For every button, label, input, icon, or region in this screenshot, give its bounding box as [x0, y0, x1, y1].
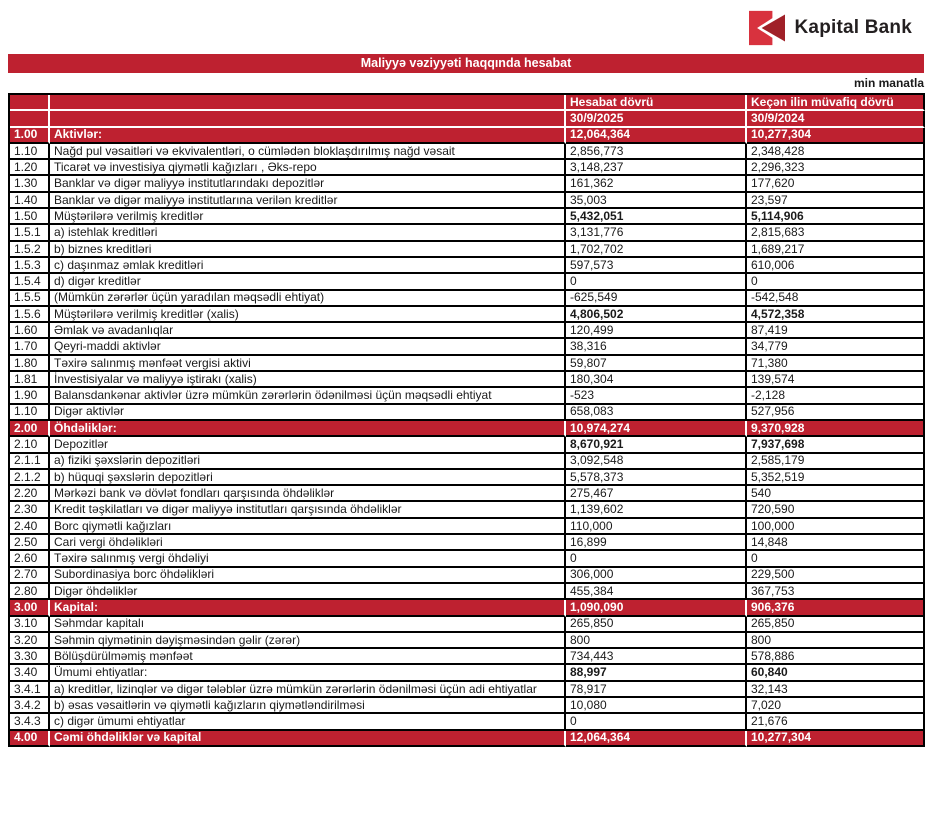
row-label: Digər aktivlər	[50, 405, 566, 421]
value-current: 5,432,051	[566, 209, 747, 225]
row-label: (Mümkün zərərlər üçün yaradılan məqsədli ehtiyat)	[50, 291, 566, 307]
row-code: 1.5.5	[10, 291, 50, 307]
table-row	[10, 291, 925, 307]
table-row	[10, 128, 925, 144]
table-row	[10, 225, 925, 241]
row-code: 1.5.2	[10, 242, 50, 258]
row-label: Aktivlər:	[50, 128, 566, 144]
value-previous: 0	[747, 551, 925, 567]
value-previous: 21,676	[747, 714, 925, 730]
table-row	[10, 502, 925, 518]
value-previous: 100,000	[747, 519, 925, 535]
value-current: 0	[566, 714, 747, 730]
value-previous: -542,548	[747, 291, 925, 307]
value-current: 59,807	[566, 356, 747, 372]
value-current: 4,806,502	[566, 307, 747, 323]
row-label: Kapital:	[50, 600, 566, 616]
value-previous: 2,348,428	[747, 144, 925, 160]
header-label-cell	[50, 95, 566, 111]
value-previous: 4,572,358	[747, 307, 925, 323]
table-row	[10, 193, 925, 209]
row-code: 3.40	[10, 665, 50, 681]
row-code: 2.1.2	[10, 470, 50, 486]
row-code: 4.00	[10, 731, 50, 747]
value-previous: 10,277,304	[747, 731, 925, 747]
header-current-date: 30/9/2025	[566, 111, 747, 127]
value-current: 12,064,364	[566, 128, 747, 144]
row-label: b) əsas vəsaitlərin və qiymətli kağızların qiymətləndirilməsi	[50, 698, 566, 714]
value-previous: 14,848	[747, 535, 925, 551]
table-row	[10, 405, 925, 421]
table-row	[10, 372, 925, 388]
table-row	[10, 714, 925, 730]
row-label: Digər öhdəliklər	[50, 584, 566, 600]
table-row	[10, 209, 925, 225]
value-current: 16,899	[566, 535, 747, 551]
value-current: 3,131,776	[566, 225, 747, 241]
row-code: 3.10	[10, 617, 50, 633]
value-previous: 0	[747, 274, 925, 290]
table-row	[10, 242, 925, 258]
row-label: Cari vergi öhdəlikləri	[50, 535, 566, 551]
row-label: Müştərilərə verilmiş kreditlər	[50, 209, 566, 225]
report-title: Maliyyə vəziyyəti haqqında hesabat	[360, 56, 572, 70]
value-current: 3,148,237	[566, 160, 747, 176]
row-code: 2.50	[10, 535, 50, 551]
value-current: 161,362	[566, 176, 747, 192]
table-row	[10, 339, 925, 355]
row-code: 3.4.3	[10, 714, 50, 730]
value-current: 3,092,548	[566, 454, 747, 470]
value-current: 1,090,090	[566, 600, 747, 616]
value-current: 78,917	[566, 682, 747, 698]
page-header	[0, 0, 932, 50]
row-label: b) hüquqi şəxslərin depozitləri	[50, 470, 566, 486]
table-row	[10, 486, 925, 502]
value-previous: 139,574	[747, 372, 925, 388]
table-row	[10, 323, 925, 339]
value-previous: 2,296,323	[747, 160, 925, 176]
row-code: 1.10	[10, 144, 50, 160]
row-label: Təxirə salınmış vergi öhdəliyi	[50, 551, 566, 567]
row-code: 1.80	[10, 356, 50, 372]
table-row	[10, 160, 925, 176]
value-current: 455,384	[566, 584, 747, 600]
value-current: 120,499	[566, 323, 747, 339]
value-current: 8,670,921	[566, 437, 747, 453]
row-label: Cəmi öhdəliklər və kapital	[50, 731, 566, 747]
table-row	[10, 617, 925, 633]
row-code: 3.4.2	[10, 698, 50, 714]
row-label: Bölüşdürülməmiş mənfəət	[50, 649, 566, 665]
table-row	[10, 665, 925, 681]
report-table-body	[10, 128, 925, 747]
table-row	[10, 584, 925, 600]
table-row	[10, 176, 925, 192]
row-label: b) biznes kreditləri	[50, 242, 566, 258]
value-previous: 60,840	[747, 665, 925, 681]
row-code: 1.5.6	[10, 307, 50, 323]
row-label: Depozitlər	[50, 437, 566, 453]
table-row	[10, 144, 925, 160]
value-current: -625,549	[566, 291, 747, 307]
row-label: Mərkəzi bank və dövlət fondları qarşısında öhdəliklər	[50, 486, 566, 502]
value-previous: 367,753	[747, 584, 925, 600]
table-row	[10, 682, 925, 698]
row-code: 1.70	[10, 339, 50, 355]
kapital-bank-logo-icon	[748, 10, 786, 46]
row-code: 1.90	[10, 388, 50, 404]
value-current: 5,578,373	[566, 470, 747, 486]
table-row	[10, 258, 925, 274]
value-previous: 527,956	[747, 405, 925, 421]
row-label: a) istehlak kreditləri	[50, 225, 566, 241]
row-code: 1.60	[10, 323, 50, 339]
row-code: 2.1.1	[10, 454, 50, 470]
value-current: 12,064,364	[566, 731, 747, 747]
value-previous: 5,114,906	[747, 209, 925, 225]
row-code: 1.5.4	[10, 274, 50, 290]
row-label: Ticarət və investisiya qiymətli kağızları , Əks-repo	[50, 160, 566, 176]
financial-position-table	[8, 93, 925, 747]
value-current: 38,316	[566, 339, 747, 355]
row-code: 3.20	[10, 633, 50, 649]
row-code: 1.00	[10, 128, 50, 144]
value-current: 10,974,274	[566, 421, 747, 437]
value-previous: 34,779	[747, 339, 925, 355]
row-label: Ümumi ehtiyatlar:	[50, 665, 566, 681]
row-label: a) kreditlər, lizinqlər və digər tələblər üzrə mümkün zərərlərin ödənilməsi üçün adi ehtiyatlar	[50, 682, 566, 698]
row-code: 2.70	[10, 568, 50, 584]
row-label: Səhmdar kapitalı	[50, 617, 566, 633]
table-row	[10, 307, 925, 323]
header-label-cell	[50, 111, 566, 127]
table-row	[10, 388, 925, 404]
value-current: 1,702,702	[566, 242, 747, 258]
header-previous-date: 30/9/2024	[747, 111, 925, 127]
value-current: 265,850	[566, 617, 747, 633]
table-row	[10, 551, 925, 567]
unit-note: min manatla	[853, 76, 924, 90]
table-row	[10, 731, 925, 747]
row-label: c) daşınmaz əmlak kreditləri	[50, 258, 566, 274]
row-label: Subordinasiya borc öhdəlikləri	[50, 568, 566, 584]
value-current: 0	[566, 274, 747, 290]
value-current: 597,573	[566, 258, 747, 274]
value-previous: 800	[747, 633, 925, 649]
row-code: 1.5.3	[10, 258, 50, 274]
value-previous: 7,020	[747, 698, 925, 714]
row-label: d) digər kreditlər	[50, 274, 566, 290]
row-code: 1.40	[10, 193, 50, 209]
row-label: Borc qiymətli kağızları	[50, 519, 566, 535]
report-title-bar	[8, 54, 924, 73]
row-code: 3.30	[10, 649, 50, 665]
row-label: Banklar və digər maliyyə institutlarındakı depozitlər	[50, 176, 566, 192]
table-row	[10, 649, 925, 665]
value-previous: 265,850	[747, 617, 925, 633]
value-previous: 906,376	[747, 600, 925, 616]
row-label: Öhdəliklər:	[50, 421, 566, 437]
table-header-row-date	[10, 111, 925, 127]
value-previous: 10,277,304	[747, 128, 925, 144]
header-current-period: Hesabat dövrü	[566, 95, 747, 111]
row-label: İnvestisiyalar və maliyyə iştirakı (xalis)	[50, 372, 566, 388]
value-previous: -2,128	[747, 388, 925, 404]
table-row	[10, 568, 925, 584]
row-code: 1.81	[10, 372, 50, 388]
row-label: Balansdankənar aktivlər üzrə mümkün zərərlərin ödənilməsi üçün məqsədli ehtiyat	[50, 388, 566, 404]
value-current: 180,304	[566, 372, 747, 388]
value-current: 275,467	[566, 486, 747, 502]
table-row	[10, 274, 925, 290]
row-label: c) digər ümumi ehtiyatlar	[50, 714, 566, 730]
row-label: Səhmin qiymətinin dəyişməsindən gəlir (zərər)	[50, 633, 566, 649]
value-current: 10,080	[566, 698, 747, 714]
row-code: 2.00	[10, 421, 50, 437]
table-row	[10, 633, 925, 649]
header-previous-period: Keçən ilin müvafiq dövrü	[747, 95, 925, 111]
value-current: 2,856,773	[566, 144, 747, 160]
row-code: 1.5.1	[10, 225, 50, 241]
row-code: 1.30	[10, 176, 50, 192]
value-previous: 540	[747, 486, 925, 502]
brand-name: Kapital Bank	[794, 17, 912, 38]
value-previous: 229,500	[747, 568, 925, 584]
row-code: 1.20	[10, 160, 50, 176]
table-row	[10, 698, 925, 714]
table-row	[10, 600, 925, 616]
table-row	[10, 470, 925, 486]
value-current: 1,139,602	[566, 502, 747, 518]
row-code: 1.10	[10, 405, 50, 421]
table-row	[10, 437, 925, 453]
row-code: 2.40	[10, 519, 50, 535]
value-current: 800	[566, 633, 747, 649]
table-header-row-period	[10, 95, 925, 111]
value-previous: 1,689,217	[747, 242, 925, 258]
kapital-bank-logo	[748, 10, 913, 46]
value-current: 88,997	[566, 665, 747, 681]
row-label: Qeyri-maddi aktivlər	[50, 339, 566, 355]
table-row	[10, 356, 925, 372]
value-current: 658,083	[566, 405, 747, 421]
value-current: 734,443	[566, 649, 747, 665]
table-row	[10, 454, 925, 470]
table-row	[10, 535, 925, 551]
row-code: 2.30	[10, 502, 50, 518]
row-label: Kredit təşkilatları və digər maliyyə institutları qarşısında öhdəliklər	[50, 502, 566, 518]
value-previous: 9,370,928	[747, 421, 925, 437]
value-current: 0	[566, 551, 747, 567]
value-previous: 32,143	[747, 682, 925, 698]
row-label: Təxirə salınmış mənfəət vergisi aktivi	[50, 356, 566, 372]
value-previous: 177,620	[747, 176, 925, 192]
row-label: Banklar və digər maliyyə institutlarına verilən kreditlər	[50, 193, 566, 209]
row-code: 2.10	[10, 437, 50, 453]
row-label: Əmlak və avadanlıqlar	[50, 323, 566, 339]
value-previous: 5,352,519	[747, 470, 925, 486]
value-previous: 2,585,179	[747, 454, 925, 470]
value-current: 306,000	[566, 568, 747, 584]
value-previous: 720,590	[747, 502, 925, 518]
header-code-cell	[10, 95, 50, 111]
table-row	[10, 519, 925, 535]
value-previous: 2,815,683	[747, 225, 925, 241]
row-code: 3.00	[10, 600, 50, 616]
row-code: 2.80	[10, 584, 50, 600]
value-previous: 610,006	[747, 258, 925, 274]
row-code: 1.50	[10, 209, 50, 225]
row-code: 2.20	[10, 486, 50, 502]
value-previous: 578,886	[747, 649, 925, 665]
row-label: Nağd pul vəsaitləri və ekvivalentləri, o cümlədən bloklaşdırılmış nağd vəsait	[50, 144, 566, 160]
row-code: 2.60	[10, 551, 50, 567]
value-previous: 71,380	[747, 356, 925, 372]
value-previous: 7,937,698	[747, 437, 925, 453]
value-previous: 23,597	[747, 193, 925, 209]
value-current: 110,000	[566, 519, 747, 535]
value-previous: 87,419	[747, 323, 925, 339]
row-label: a) fiziki şəxslərin depozitləri	[50, 454, 566, 470]
header-code-cell	[10, 111, 50, 127]
value-current: -523	[566, 388, 747, 404]
table-row	[10, 421, 925, 437]
row-label: Müştərilərə verilmiş kreditlər (xalis)	[50, 307, 566, 323]
value-current: 35,003	[566, 193, 747, 209]
row-code: 3.4.1	[10, 682, 50, 698]
